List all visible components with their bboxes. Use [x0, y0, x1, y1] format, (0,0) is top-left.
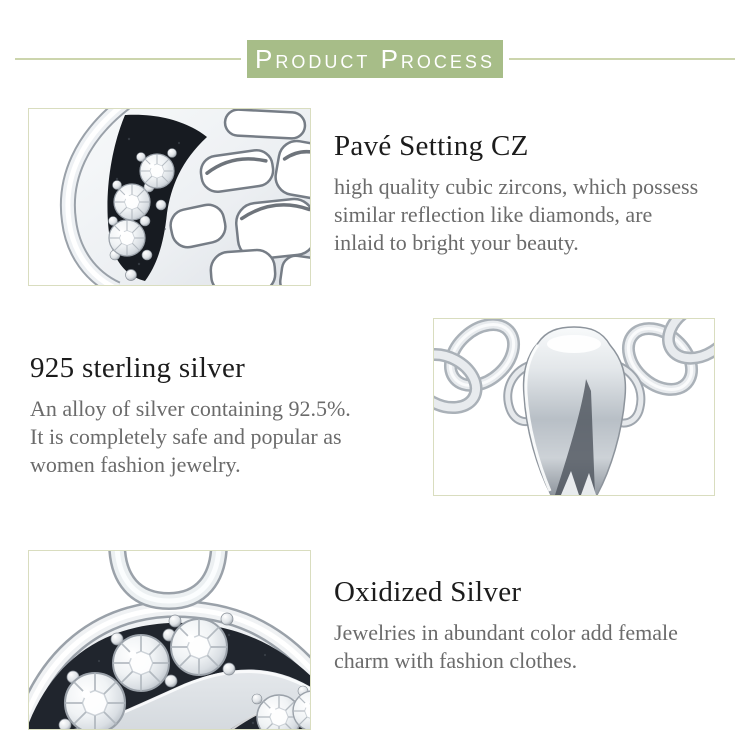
section-title-oxidized-silver: Oxidized Silver	[334, 576, 522, 608]
header-divider-line-left	[15, 58, 241, 60]
body-line: inlaid to bright your beauty.	[334, 230, 579, 255]
body-line: high quality cubic zircons, which possess	[334, 174, 699, 199]
section-body-pave-setting	[334, 173, 736, 257]
section-sterling-silver	[30, 350, 432, 479]
pave-setting-photo-art	[29, 109, 310, 285]
section-body-oxidized-silver	[334, 619, 736, 675]
section-title-sterling-silver: 925 sterling silver	[30, 352, 246, 384]
header-divider-line-right	[509, 58, 735, 60]
body-line: similar reflection like diamonds, are	[334, 202, 653, 227]
body-line: It is completely safe and popular as	[30, 424, 342, 449]
section-body-sterling-silver	[30, 395, 432, 479]
section-title-pave-setting: Pavé Setting CZ	[334, 130, 529, 162]
page-title: Product Process	[255, 43, 495, 74]
section-pave-setting	[334, 128, 736, 257]
body-line: An alloy of silver containing 92.5%.	[30, 396, 351, 421]
oxidized-silver-photo	[28, 550, 311, 730]
section-header-banner	[247, 40, 503, 78]
body-line: Jewelries in abundant color add female	[334, 620, 678, 645]
section-oxidized-silver	[334, 574, 736, 675]
pendant-bail-photo	[433, 318, 715, 496]
pendant-bail-photo-art	[434, 319, 714, 495]
body-line: charm with fashion clothes.	[334, 648, 578, 673]
pave-setting-photo	[28, 108, 311, 286]
body-line: women fashion jewelry.	[30, 452, 241, 477]
oxidized-silver-photo-art	[29, 551, 310, 729]
